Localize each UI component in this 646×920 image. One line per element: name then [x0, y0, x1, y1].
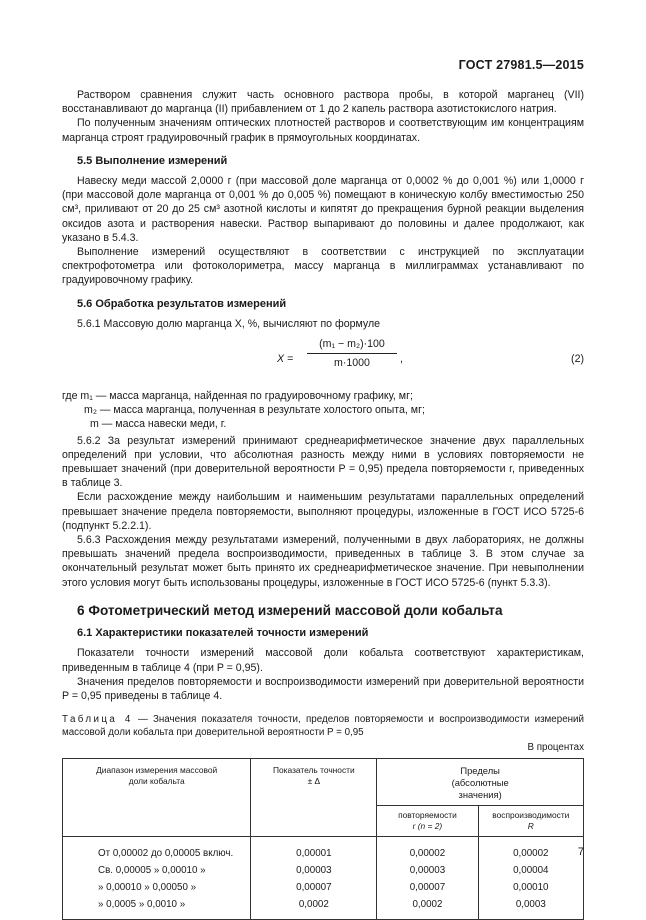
header-accuracy: Показатель точности ± Δ — [251, 759, 377, 837]
cell-repeatability: 0,0002 — [412, 899, 443, 911]
paragraph: Навеску меди массой 2,0000 г (при массовой доле марганца от 0,0002 % до 0,001 %) или 1,0000 г (при массовой доле марганца от 0,001 % до 0,005 %) помещают в коническую колбу вместимостью 250 см³, приливают от 20 до 25 см³ азотной кислоты и кипятят до прекращения бурной реакции выделения оксидов азота и растворения навески. Раствор выпаривают до половины и далее продолжают, как указано в 5.4.3. — [62, 175, 584, 244]
standard-header: ГОСТ 27981.5—2015 — [458, 58, 584, 72]
legend-line: m — масса навески меди, г. — [90, 418, 227, 431]
page-content — [62, 88, 584, 920]
table-row — [63, 837, 584, 920]
legend-line: где m₁ — масса марганца, найденная по градуировочному графику, мг; — [62, 390, 413, 403]
cell-reproducibility: 0,00002 — [513, 848, 549, 860]
cell-repeatability: 0,00003 — [409, 865, 446, 877]
header-repeatability-sub: r (n = 2) — [412, 821, 443, 832]
paragraph: Показатели точности измерений массовой доли кобальта соответствуют характеристикам, приведенным в таблице 4 (при P = 0,95). — [62, 647, 584, 674]
section-5-6-title: 5.6 Обработка результатов измерений — [77, 297, 287, 310]
cell-repeatability: 0,00002 — [409, 848, 446, 860]
formula-lhs: X = — [277, 353, 294, 366]
header-reproducibility-label: воспроизводимости — [492, 810, 570, 821]
cell-range: От 0,00002 до 0,00005 включ. — [98, 848, 234, 860]
paragraph: Раствором сравнения служит часть основного раствора пробы, в которой марганец (VII) восстанавливают до марганца (II) прибавлением от 1 до 2 капель раствора азотистокислого натрия. — [62, 89, 584, 116]
cell-reproducibility: 0,0003 — [515, 899, 546, 911]
legend-line: m₂ — масса марганца, полученная в результате холостого опыта, мг; — [84, 404, 425, 417]
table-caption — [62, 713, 584, 739]
cell-range: Св. 0,00005 » 0,00010 » — [98, 865, 206, 877]
paragraph: По полученным значениям оптических плотностей растворов и соответствующим им концентрациям марганца строят градуировочный график в прямоугольных координатах. — [62, 117, 584, 144]
equation-number: (2) — [571, 353, 584, 366]
section-5-5-title: 5.5 Выполнение измерений — [77, 154, 228, 167]
header-limits: Пределы (абсолютные значения) — [377, 759, 584, 806]
formula-2: X = $\frac{\text{(m₁ − m₂)·100}}{m\cdot 1000}$ , (2) — [277, 338, 584, 370]
formula-legend — [62, 389, 584, 432]
cell-accuracy: 0,0002 — [298, 899, 329, 911]
paragraph: Выполнение измерений осуществляют в соответствии с инструкцией по эксплуатации спектрофотометра или фотоколориметра, массу марганца в миллиграммах устанавливают по градуировочному графику. — [62, 246, 584, 287]
header-repeatability-label: повторяемости — [398, 810, 457, 821]
section-6-title: 6 Фотометрический метод измерений массовой доли кобальта — [77, 602, 503, 618]
cell-reproducibility: 0,00010 — [513, 882, 549, 894]
formula-numerator: (m₁ − m₂)·100 — [307, 337, 397, 354]
table-unit: В процентах — [527, 742, 584, 754]
formula-denominator: m·1000 — [334, 357, 370, 370]
cell-accuracy: 0,00007 — [296, 882, 332, 894]
page-number: 7 — [577, 846, 584, 858]
header-range: Диапазон измерения массовой доли кобальта — [63, 759, 251, 837]
cell-accuracy: 0,00001 — [296, 848, 332, 860]
paragraph: Если расхождение между наибольшим и наименьшим результатами параллельных определений превышает значение предела повторяемости, выполняют процедуры, изложенные в ГОСТ ИСО 5725-6 (подпункт 5.2.2.1). — [62, 491, 584, 532]
paragraph: 5.6.2 За результат измерений принимают среднеарифметическое значение двух параллельных определений при условии, что абсолютная разность между ними в условиях повторяемости не превышает значений (при доверительной вероятности P = 0,95) предела повторяемости r, приведенных в таблице 3. — [62, 434, 584, 490]
paragraph: 5.6.3 Расхождения между результатами измерений, полученными в двух лабораториях, не должны превышать значений предела воспроизводимости, приведенных в таблице 3. В этом случае за окончательный результат может быть принято их среднеарифметическое значение. При невыполнении этого условия могут быть использованы процедуры, изложенные в ГОСТ ИСО 5725-6 (пункт 5.3.3). — [62, 534, 584, 589]
paragraph: Значения пределов повторяемости и воспроизводимости измерений при доверительной вероятности P = 0,95 приведены в таблице 4. — [62, 675, 584, 702]
cell-repeatability: 0,00007 — [409, 882, 446, 894]
cell-range: » 0,0005 » 0,0010 » — [98, 899, 186, 911]
cell-accuracy: 0,00003 — [296, 865, 332, 877]
section-6-1-title: 6.1 Характеристики показателей точности измерений — [77, 627, 369, 640]
header-reproducibility — [478, 806, 583, 837]
table-4 — [62, 758, 584, 920]
cell-range: » 0,00010 » 0,00050 » — [98, 882, 197, 894]
header-repeatability — [377, 806, 478, 837]
cell-reproducibility: 0,00004 — [513, 865, 549, 877]
header-reproducibility-sub: R — [527, 821, 534, 832]
paragraph: 5.6.1 Массовую долю марганца X, %, вычисляют по формуле — [77, 317, 381, 330]
table-caption-label: Таблица 4 — [62, 714, 133, 726]
table-caption-text: — Значения показателя точности, пределов повторяемости и воспроизводимости измерений массовой доли кобальта при доверительной вероятности P = 0,95 — [62, 714, 584, 739]
